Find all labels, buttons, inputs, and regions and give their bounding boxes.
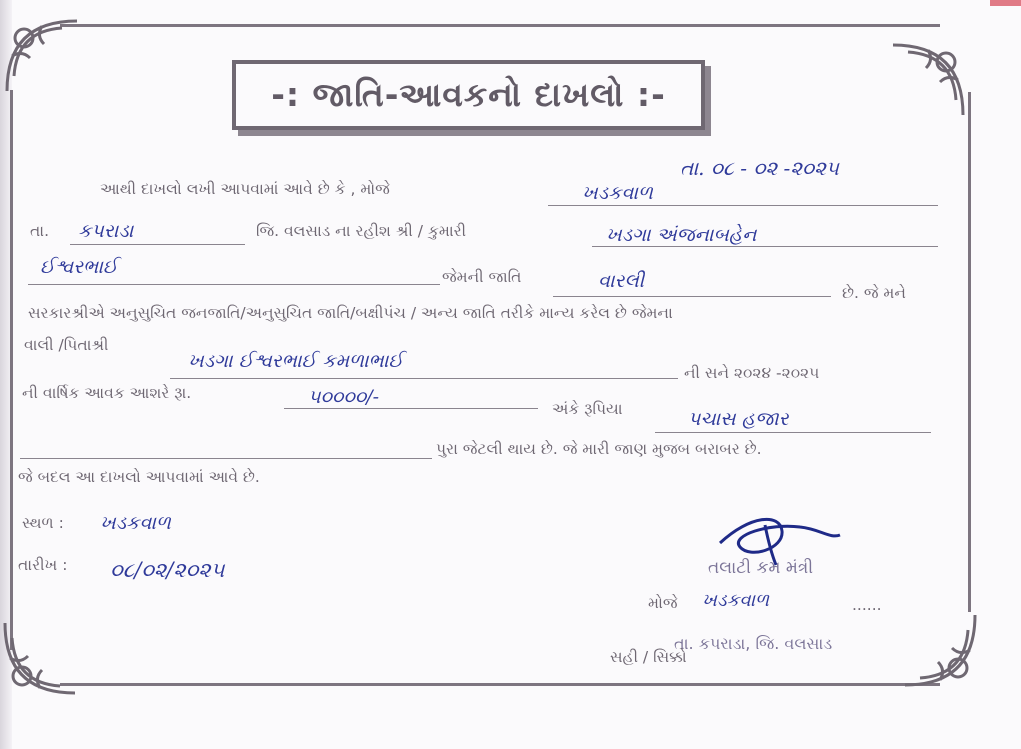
place-value: ખડકવાળ bbox=[100, 512, 171, 534]
name-cont-value: ઈશ્વરભાઈ bbox=[40, 256, 118, 278]
guardian-label: વાલી /પિતાશ્રી bbox=[24, 336, 109, 354]
issue-date: તા. ૦૮ - ૦૨ -૨૦૨૫ bbox=[680, 156, 839, 180]
moje-dots: ...... bbox=[852, 596, 882, 614]
income-label: ની વાર્ષિક આવક આશરે રૂા. bbox=[22, 384, 192, 402]
name-underline bbox=[592, 246, 938, 247]
name-cont-underline bbox=[28, 284, 440, 285]
corner-ornament-icon bbox=[900, 610, 980, 690]
line-4-text: સરકારશ્રીએ અનુસુચિત જનજાતિ/અનુસુચિત જાતિ/બક્ષીપંચ / અન્ય જાતિ તરીકે માન્ય કરેલ છે જેમના bbox=[28, 304, 673, 322]
scan-edge-mark bbox=[990, 0, 1021, 6]
seal-label: સહી / સિક્કો bbox=[610, 648, 687, 666]
village-underline bbox=[548, 205, 938, 206]
caste-value: વારલી bbox=[598, 270, 645, 292]
corner-ornament-icon bbox=[2, 16, 82, 96]
guardian-underline bbox=[170, 378, 678, 379]
corner-ornament-icon bbox=[888, 40, 968, 120]
line-8-text: જે બદલ આ દાખલો આપવામાં આવે છે. bbox=[18, 468, 260, 486]
frame-top bbox=[60, 24, 940, 27]
sign-village-value: ખડકવાળ bbox=[702, 590, 770, 611]
place-label: સ્થળ : bbox=[22, 514, 64, 532]
date-label: તારીખ : bbox=[18, 556, 68, 574]
village-value: ખડકવાળ bbox=[582, 182, 653, 204]
designation: તલાટી કમ મંત્રી bbox=[708, 558, 814, 578]
frame-right bbox=[968, 92, 971, 612]
taluka-stamp: તા. કપરાડા, જિ. વલસાડ bbox=[674, 634, 833, 653]
caste-label: જેમની જાતિ bbox=[442, 268, 522, 286]
line-3-end: છે. જે મને bbox=[842, 284, 906, 302]
taluka-value: કપરાડા bbox=[78, 220, 134, 242]
frame-bottom bbox=[60, 683, 940, 686]
income-figure-value: ૫૦૦૦૦/- bbox=[308, 386, 380, 408]
income-words-underline bbox=[655, 432, 931, 433]
line-1-text: આથી દાખલો લખી આપવામાં આવે છે કે , મોજે bbox=[100, 180, 390, 198]
date-value: ૦૮/૦૨/૨૦૨૫ bbox=[110, 558, 225, 582]
title-box bbox=[232, 60, 705, 130]
income-words-label: અંકે રૂપિયા bbox=[552, 400, 623, 418]
line-5-end: ની સને ૨૦૨૪ -૨૦૨૫ bbox=[684, 364, 820, 382]
moje-label: મોજે bbox=[648, 594, 678, 612]
caste-underline bbox=[553, 296, 831, 297]
certificate-title: -: જાતિ-આવકનો દાખલો :- bbox=[271, 75, 666, 114]
income-figure-underline bbox=[284, 408, 538, 409]
blank-underline bbox=[20, 458, 432, 459]
line-7-text: પુરા જેટલી થાય છે. જે મારી જાણ મુજબ બરાબર છે. bbox=[436, 440, 762, 458]
name-value: ખડગા અંજનાબહેન bbox=[606, 224, 757, 246]
taluka-label: તા. bbox=[30, 222, 50, 240]
guardian-value: ખડગા ઈશ્વરભાઈ કમળાભાઈ bbox=[188, 350, 404, 372]
taluka-underline bbox=[70, 244, 245, 245]
income-words-value: પચાસ હજાર bbox=[688, 408, 789, 430]
line-2-text: જિ. વલસાડ ના રહીશ શ્રી / કુમારી bbox=[256, 222, 467, 240]
corner-ornament-icon bbox=[0, 618, 80, 698]
frame-left bbox=[10, 90, 13, 650]
